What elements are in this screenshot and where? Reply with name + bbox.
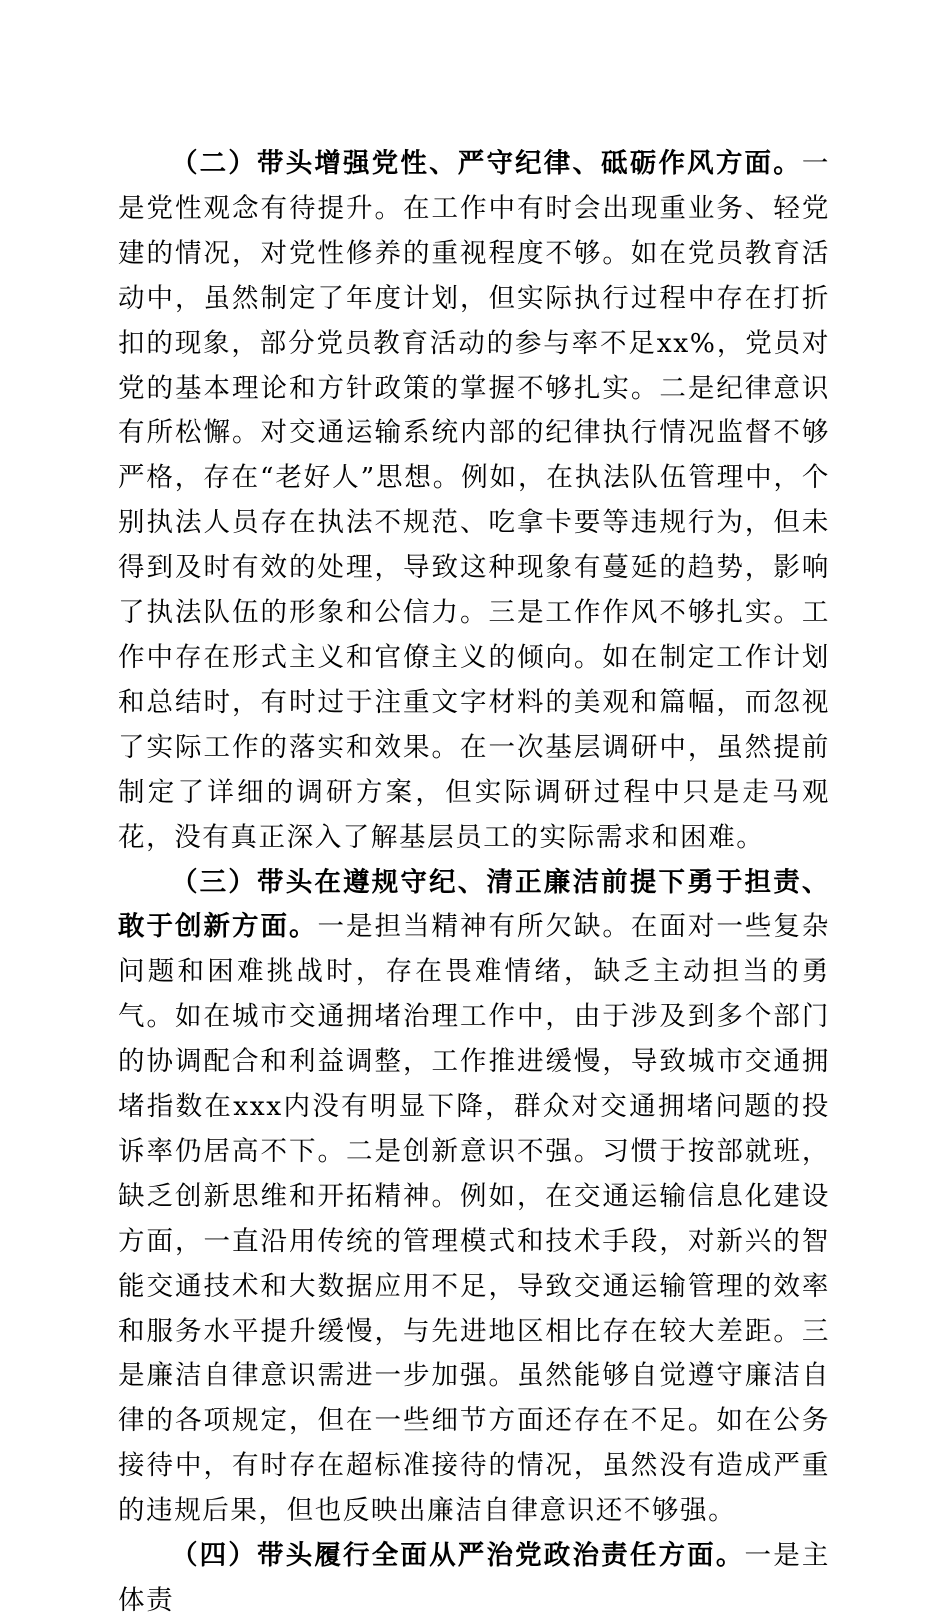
paragraph-section-3 (118, 861, 830, 1535)
section-body-2: 一是党性观念有待提升。在工作中有时会出现重业务、轻党建的情况，对党性修养的重视程度不够。如在党员教育活动中，虽然制定了年度计划，但实际执行过程中存在打折扣的现象，部分党员教育活动的参与率不足xx%，党员对党的基本理论和方针政策的掌握不够扎实。二是纪律意识有所松懈。对交通运输系统内部的纪律执行情况监督不够严格，存在“老好人”思想。例如，在执法队伍管理中，个别执法人员存在执法不规范、吃拿卡要等违规行为，但未得到及时有效的处理，导致这种现象有蔓延的趋势，影响了执法队伍的形象和公信力。三是工作作风不够扎实。工作中存在形式主义和官僚主义的倾向。如在制定工作计划和总结时，有时过于注重文字材料的美观和篇幅，而忽视了实际工作的落实和效果。在一次基层调研中，虽然提前制定了详细的调研方案，但实际调研过程中只是走马观花，没有真正深入了解基层员工的实际需求和困难。 (118, 148, 830, 853)
section-heading-4: （四）带头履行全面从严治党政治责任方面。 (171, 1540, 745, 1572)
section-heading-3: （三）带头在遵规守纪、清正廉洁前提下勇于担责、敢于创新方面。 (118, 866, 830, 943)
section-body-4: 一是主体责 (118, 1540, 831, 1616)
paragraph-section-2 (118, 142, 830, 861)
paragraph-section-4 (118, 1534, 830, 1624)
section-heading-2: （二）带头增强党性、严守纪律、砥砺作风方面。 (171, 148, 802, 179)
section-body-3: 一是担当精神有所欠缺。在面对一些复杂问题和困难挑战时，存在畏难情绪，缺乏主动担当的勇气。如在城市交通拥堵治理工作中，由于涉及到多个部门的协调配合和利益调整，工作推进缓慢，导致城市交通拥堵指数在xxx内没有明显下降，群众对交通拥堵问题的投诉率仍居高不下。二是创新意识不强。习惯于按部就班，缺乏创新思维和开拓精神。例如，在交通运输信息化建设方面，一直沿用传统的管理模式和技术手段，对新兴的智能交通技术和大数据应用不足，导致交通运输管理的效率和服务水平提升缓慢，与先进地区相比存在较大差距。三是廉洁自律意识需进一步加强。虽然能够自觉遵守廉洁自律的各项规定，但在一些细节方面还存在不足。如在公务接待中，有时存在超标准接待的情况，虽然没有造成严重的违规后果，但也反映出廉洁自律意识还不够强。 (118, 911, 830, 1527)
document-body (118, 142, 830, 1624)
